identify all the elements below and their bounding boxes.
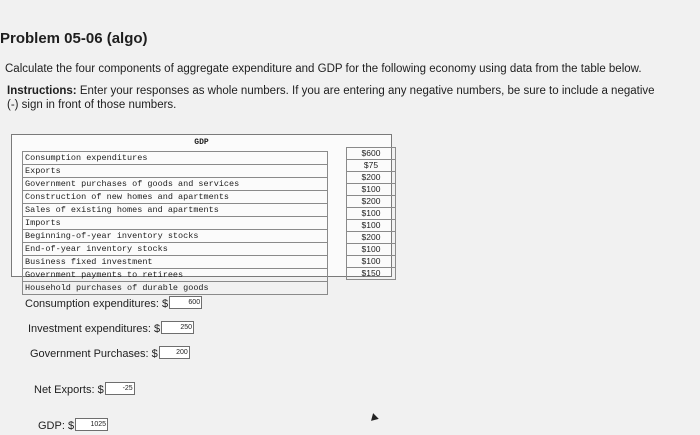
table-row-value: $75 (347, 160, 395, 172)
net-exports-label: Net Exports: $ (34, 384, 104, 396)
table-row-value: $200 (347, 172, 395, 184)
government-input[interactable]: 200 (159, 346, 190, 359)
table-row-value: $100 (347, 184, 395, 196)
table-value-column (346, 147, 396, 280)
table-row-value: $200 (347, 232, 395, 244)
gdp-input[interactable]: 1025 (75, 418, 108, 431)
gdp-table (11, 134, 392, 293)
consumption-row (25, 294, 202, 312)
table-row-label: Business fixed investment (23, 256, 327, 269)
table-header: GDP (194, 138, 209, 147)
investment-row (28, 319, 194, 337)
table-row-label: Government purchases of goods and services (23, 178, 327, 191)
table-row-value: $100 (347, 256, 395, 268)
mouse-cursor-icon (369, 412, 379, 421)
table-row-label: Beginning-of-year inventory stocks (23, 230, 327, 243)
table-row-value: $100 (347, 244, 395, 256)
net-exports-input[interactable]: -25 (105, 382, 135, 395)
table-row-label: Government payments to retirees (23, 269, 327, 282)
gdp-label: GDP: $ (38, 420, 75, 432)
table-row-label: Consumption expenditures (23, 152, 327, 165)
table-row-label: Sales of existing homes and apartments (23, 204, 327, 217)
table-row-value: $100 (347, 208, 395, 220)
consumption-label: Consumption expenditures: $ (25, 298, 169, 310)
instructions-prefix: Instructions: (7, 85, 77, 97)
problem-title: Problem 05-06 (algo) (0, 30, 148, 47)
instructions (7, 84, 667, 112)
investment-label: Investment expenditures: $ (28, 323, 161, 335)
table-row-label: Exports (23, 165, 327, 178)
government-label: Government Purchases: $ (30, 348, 158, 360)
net-exports-row (34, 380, 135, 398)
table-row-label: Imports (23, 217, 327, 230)
government-row (30, 344, 190, 362)
table-row-label: Household purchases of durable goods (23, 282, 327, 295)
question-text: Calculate the four components of aggregate expenditure and GDP for the following economy using data from the table below. (5, 63, 642, 75)
investment-input[interactable]: 250 (161, 321, 194, 334)
consumption-input[interactable]: 600 (169, 296, 202, 309)
table-row-label: Construction of new homes and apartments (23, 191, 327, 204)
table-row-value: $150 (361, 268, 381, 278)
table-row-value: $200 (347, 196, 395, 208)
instructions-text: Enter your responses as whole numbers. If you are entering any negative numbers, be sure to include a negative (-) sign in front of those numbers. (7, 85, 655, 111)
table-row-label: End-of-year inventory stocks (23, 243, 327, 256)
gdp-row (38, 416, 108, 434)
table-row-value: $100 (347, 220, 395, 232)
table-row-value: $600 (347, 148, 395, 160)
table-label-column (22, 151, 328, 295)
